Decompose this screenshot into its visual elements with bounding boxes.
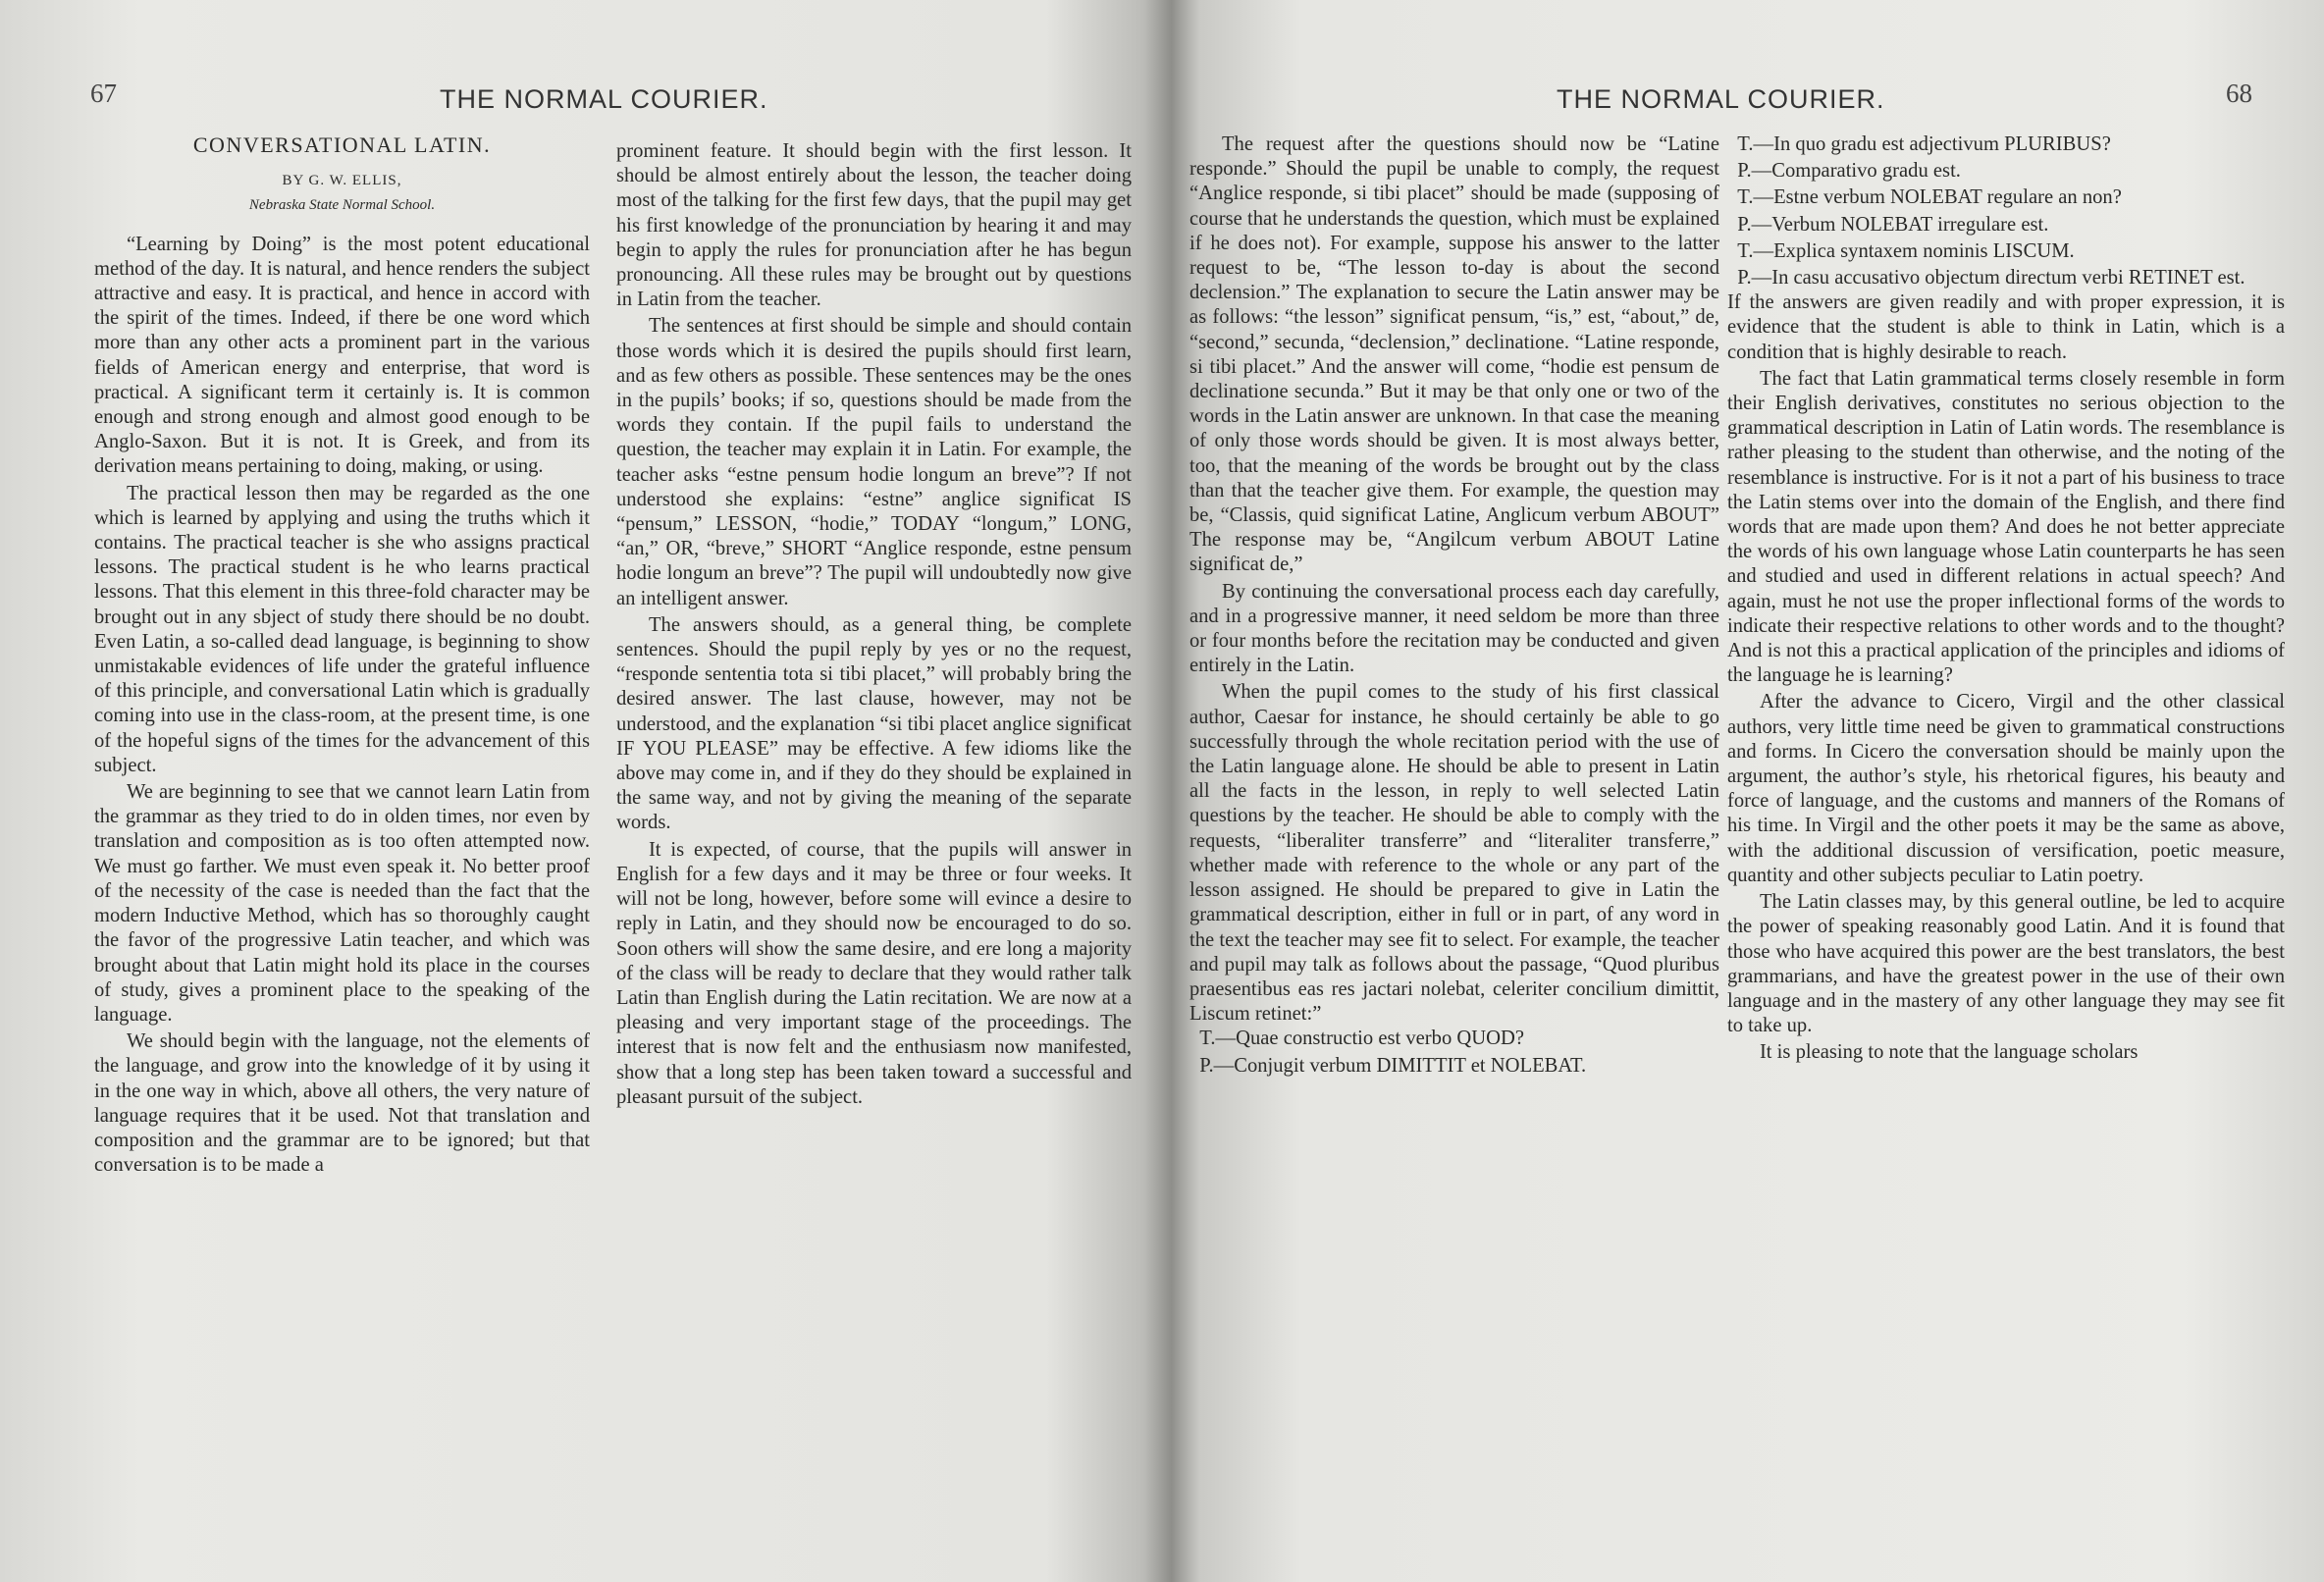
left-page [0,0,1148,1582]
paragraph: By continuing the conversational process each day carefully, and in a progressive manner, it need seldom be more than three or four months before the recitation may be conducted and given entirely in the Latin. [1189,580,1719,677]
paragraph: “Learning by Doing” is the most potent educational method of the day. It is natural, and hence renders the subject attractive and easy. It is practical, and hence in accord with the spirit of the times. Indeed, if there be one word which more than any other acts a prominent part in the various fields of American energy and enterprise, that word is practical. A significant term it certainly is. It is common enough and strong enough and almost good enough to be Anglo-Saxon. But it is not. It is Greek, and from its derivation means pertaining to doing, making, or using. [94,233,590,478]
dialogue-line: P.—Conjugit verbum DIMITTIT et NOLEBAT. [1199,1054,1587,1077]
right-column-2 [1727,132,2285,1066]
right-page [1156,0,2324,1582]
paragraph: It is pleasing to note that the language scholars [1759,1041,2139,1064]
paragraph: The fact that Latin grammatical terms closely resemble in form their English derivatives, constitutes no serious objection to the grammatical description in Latin of Latin words. The resemblance is rather pleasing to the student than otherwise, and the noting of the resemblance is instructive. For is it not a part of his business to trace the Latin stems over into the domain of the English, and there find words that are made upon them? And does he not better appreciate the words of his own language whose Latin counterparts he has seen and studied and used in different relations in actual speech? And again, must he not use the proper inflectional forms of the words to indicate their respective relations to other words and to the thought? And is not this a practical application of the principles and idioms of the language he is learning? [1727,367,2285,687]
running-head: THE NORMAL COURIER. [1557,84,1885,114]
dialogue-line: T.—Quae constructio est verbo QUOD? [1199,1028,1525,1050]
page-number: 67 [90,79,117,108]
article-byline: BY G. W. ELLIS, [282,173,402,189]
paragraph: When the pupil comes to the study of his first classical author, Caesar for instance, he should certainly be able to go successfully through the whole recitation period with the use of the Latin language alone. He should be able to present in Latin all the facts in the lesson, in reply to well selected Latin questions by the teacher. He should be able to comply with the requests, “liberaliter transferre” and “literaliter transferre,” whether made with reference to the whole or any part of the lesson assigned. He should be prepared to give in Latin the grammatical description, either in full or in part, of any word in the text the teacher may see fit to select. For example, the teacher and pupil may talk as follows about the passage, “Quod pluribus praesentibus eas res jactari nolebat, celeriter concilium dimittit, Liscum retinet:” [1189,681,1719,1026]
paragraph: After the advance to Cicero, Virgil and the other classical authors, very little time need be given to grammatical constructions and forms. In Cicero the conversation should be mainly upon the argument, the author’s style, his rhetorical figures, his beauty and force of language, and the customs and manners of the Romans of his time. In Virgil and the other poets it may be the same as above, with the additional discussion of versification, poetic measure, quantity and other subjects peculiar to Latin poetry. [1727,691,2285,886]
paragraph: We should begin with the language, not the elements of the language, and grow into the knowledge of it by using it in the one way in which, above all others, the very nature of language requires that it be used. Not that translation and composition and the grammar are to be ignored; but that conversation is to be made a [94,1030,590,1177]
running-head: THE NORMAL COURIER. [440,84,768,114]
dialogue-line: T.—Estne verbum NOLEBAT regulare an non? [1737,186,2122,209]
dialogue-block [1189,1027,1719,1078]
dialogue-line: T.—In quo gradu est adjectivum PLURIBUS? [1737,133,2111,155]
paragraph: If the answers are given readily and with proper expression, it is evidence that the student is able to think in Latin, which is a condition that is highly desirable to reach. [1727,291,2285,363]
paragraph: It is expected, of course, that the pupils will answer in English for a few days and it may be three or four weeks. It will not be long, however, before some will evince a desire to reply in Latin, and they should now be encouraged to do so. Soon others will show the same desire, and ere long a majority of the class will be ready to declare that they would rather talk Latin than English during the Latin recitation. We are now at a pleasing and very important stage of the proceedings. The interest that is now felt and the enthusiasm now manifested, show that a long step has been taken toward a successful and pleasant pursuit of the subject. [616,838,1132,1108]
paragraph: The answers should, as a general thing, be complete sentences. Should the pupil reply by yes or no the request, “responde sententia tota si tibi placet,” will probably bring the desired answer. The last clause, however, may not be understood, and the explanation “si tibi placet anglice significat IF YOU PLEASE” may be effective. A few idioms like the above may come in, and if they do they should be explained in the same way, and not by giving the meaning of the separate words. [616,613,1132,834]
article-affiliation: Nebraska State Normal School. [248,197,436,214]
paragraph: prominent feature. It should begin with the first lesson. It should be almost entirely about the lesson, the teacher doing most of the talking for the first few days, that the pupil may get his first knowledge of the pronunciation by hearing it and may begin to apply the rules for pronunciation after he has begun pronouncing. All these rules may be brought out by questions in Latin from the teacher. [616,140,1132,311]
left-column-1 [94,132,590,1178]
paragraph: We are beginning to see that we cannot learn Latin from the grammar as they tried to do in olden times, nor even by translation and composition as is too often attempted now. We must go farther. We must even speak it. No better proof of the necessity of the case is needed than the fact that the modern Inductive Method, which has so thoroughly caught the favor of the progressive Latin teacher, and which was brought about that Latin might hold its place in the courses of study, gives a prominent place to the speaking of the language. [94,781,590,1026]
paragraph: The Latin classes may, by this general outline, be led to acquire the power of speaking reasonably good Latin. And it is found that those who have acquired this power are the best translators, the best grammarians, and have the greatest power in the use of their own language and in the mastery of any other language they may see fit to take up. [1727,891,2285,1037]
paragraph: The practical lesson then may be regarded as the one which is learned by applying and using the truths which it contains. The practical teacher is she who assigns practical lessons. The practical student is he who learns practical lessons. That this element in this three-fold character may be brought out in any sbject of study there should be no doubt. Even Latin, a so-called dead language, is beginning to show unmistakable evidences of life under the grateful influence of this principle, and conversational Latin which is gradually coming into use in the class-room, at the present time, is one of the hopeful signs of the times for the advancement of this subject. [94,482,590,776]
dialogue-line: P.—Verbum NOLEBAT irregulare est. [1737,213,2049,236]
dialogue-line: T.—Explica syntaxem nominis LISCUM. [1737,239,2075,262]
article-title: CONVERSATIONAL LATIN. [192,132,492,157]
dialogue-block [1727,132,2285,290]
dialogue-line: P.—Comparativo gradu est. [1737,160,1961,183]
dialogue-line: P.—In casu accusativo objectum directum verbi RETINET est. [1737,267,2245,290]
page-number: 68 [2226,79,2252,108]
paragraph: The sentences at first should be simple and should contain those words which it is desired the pupils should first learn, and as few others as possible. These sentences may be the ones in the pupils’ books; if so, questions should be made from the words they contain. If the pupil fails to understand the question, the teacher may explain it in Latin. For example, the teacher asks “estne pensum hodie longum an breve”? If not understood she explains: “estne” anglice significat IS “pensum,” LESSON, “hodie,” TODAY “longum,” LONG, “an,” OR, “breve,” SHORT “Anglice responde, estne pensum hodie longum an breve”? The pupil will undoubtedly now give an intelligent answer. [616,315,1132,609]
left-column-2 [616,139,1132,1110]
right-column-1 [1189,132,1719,1079]
paragraph: The request after the questions should now be “Latine responde.” Should the pupil be unable to comply, the request “Anglice responde, si tibi placet” should be made (supposing of course that he understands the question, which must be explained if he does not). For example, suppose his answer to the latter request to be, “The lesson to-day is about the second declension.” The explanation to secure the Latin answer may be as follows: “the lesson” significat pensum, “is,” est, “about,” de, “second,” secunda, “declension,” declinatione. “Latine responde, si tibi placet.” And the answer will come, “hodie est pensum de declinatione secunda.” But it may be that only one or two of the words in the Latin answer are unknown. In that case the meaning of only those words should be given. It is most always better, too, that the meaning of the words be brought out by the class than that the teacher give them. For example, the question may be, “Classis, quid significat Latine, Anglicum verbum ABOUT” The response may be, “Angilcum verbum ABOUT Latine significat de,” [1189,133,1719,576]
